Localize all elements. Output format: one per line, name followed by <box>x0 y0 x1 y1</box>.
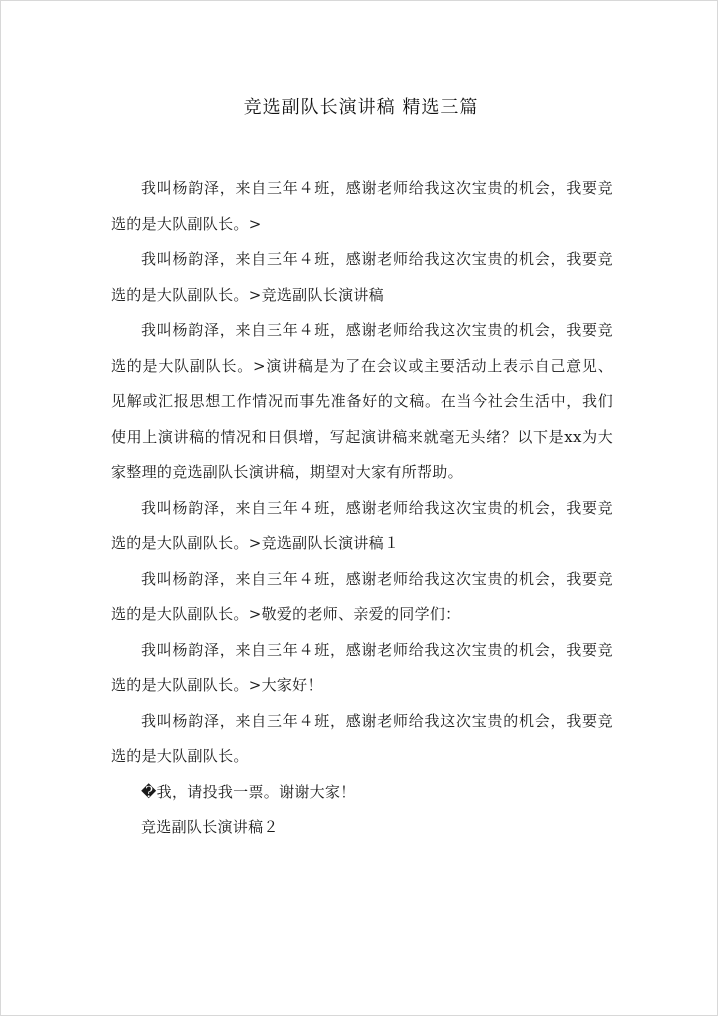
paragraph: 我叫杨韵泽，来自三年４班，感谢老师给我这次宝贵的机会，我要竞选的是大队副队长。>大家好！ <box>111 640 613 694</box>
paragraph: 我叫杨韵泽，来自三年４班，感谢老师给我这次宝贵的机会，我要竞选的是大队副队长。> <box>111 179 613 233</box>
paragraph: 我叫杨韵泽，来自三年４班，感谢老师给我这次宝贵的机会，我要竞选的是大队副队长。>竞选副队长演讲稿 <box>111 250 613 304</box>
paragraph: 我叫杨韵泽，来自三年４班，感谢老师给我这次宝贵的机会，我要竞选的是大队副队长。>敬爱的老师、亲爱的同学们： <box>111 569 613 623</box>
paragraph: �我，请投我一票。谢谢大家！ <box>141 782 356 801</box>
paragraph: 我叫杨韵泽，来自三年４班，感谢老师给我这次宝贵的机会，我要竞选的是大队副队长。>演讲稿是为了在会议或主要活动上表示自己意见、见解或汇报思想工作情况而事先准备好的文稿。在当今社会生活中，我们使用上演讲稿的情况和日俱增，写起演讲稿来就毫无头绪？以下是xx为大家整理的竞选副队长演讲稿，期望对大家有所帮助。 <box>111 321 613 481</box>
paragraph: 我叫杨韵泽，来自三年４班，感谢老师给我这次宝贵的机会，我要竞选的是大队副队长。 <box>111 711 613 765</box>
paragraph: 竞选副队长演讲稿２ <box>141 818 279 836</box>
paragraph: 我叫杨韵泽，来自三年４班，感谢老师给我这次宝贵的机会，我要竞选的是大队副队长。>竞选副队长演讲稿１ <box>111 498 613 552</box>
document-body <box>111 171 613 846</box>
document-title: 竞选副队长演讲稿 精选三篇 <box>243 97 479 118</box>
